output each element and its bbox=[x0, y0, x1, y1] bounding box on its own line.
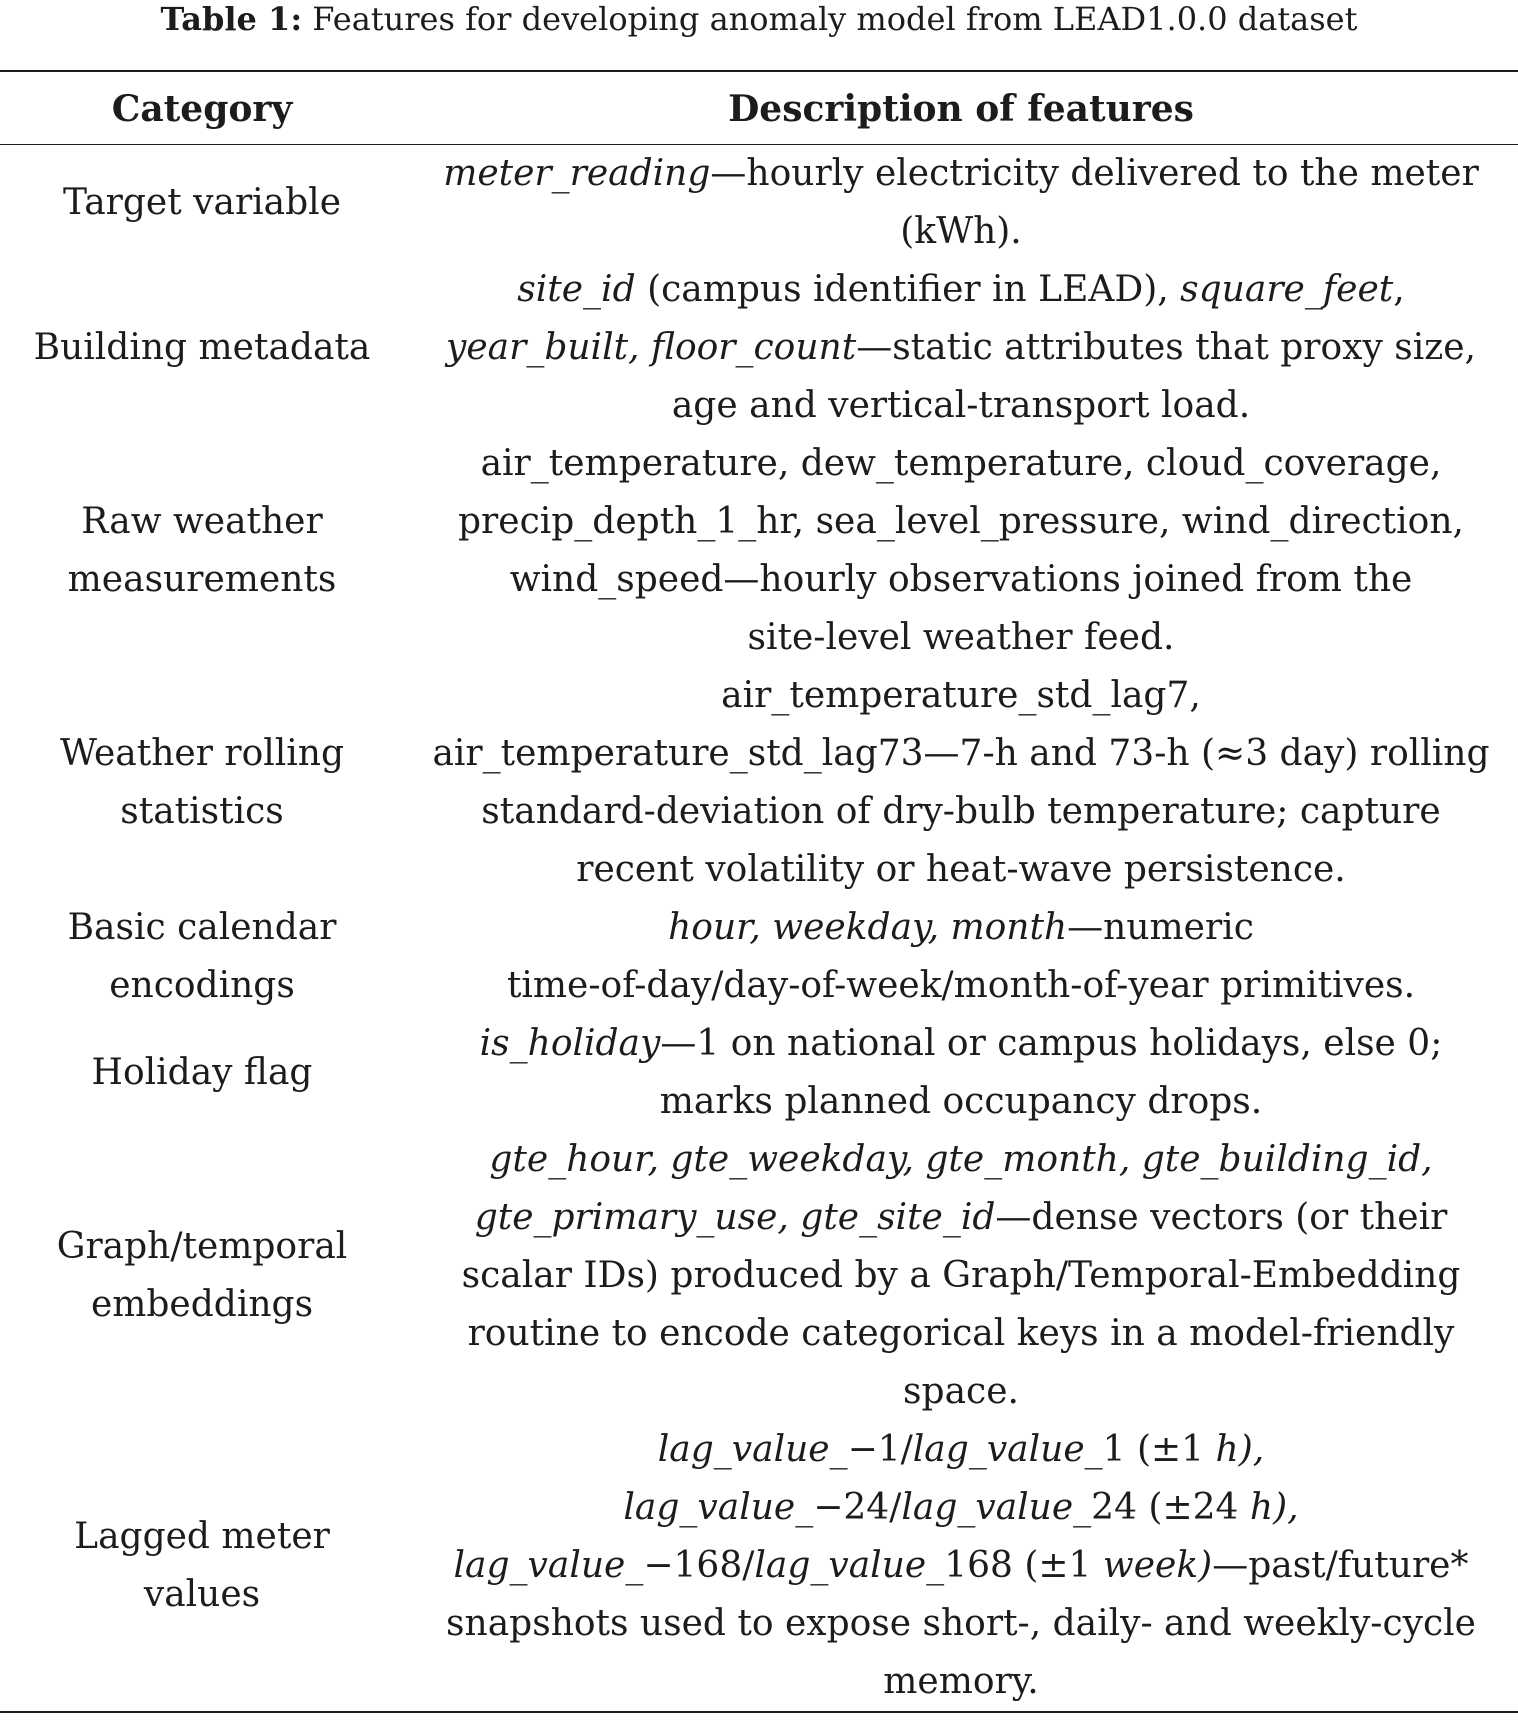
category-cell bbox=[0, 435, 404, 667]
description-line bbox=[404, 957, 1518, 1015]
description-line bbox=[404, 783, 1518, 841]
description-text: memory. bbox=[883, 1661, 1039, 1702]
feature-name-italic: week) bbox=[1102, 1545, 1213, 1586]
description-line bbox=[404, 1073, 1518, 1131]
description-text: (campus identifier in LEAD), bbox=[635, 269, 1181, 310]
category-cell bbox=[0, 899, 404, 1015]
description-line bbox=[404, 1189, 1518, 1247]
description-cell bbox=[404, 261, 1518, 435]
description-text: recent volatility or heat-wave persistence. bbox=[576, 849, 1346, 890]
description-text: air_temperature_std_lag73—7-h and 73-h (≈3 day) rolling bbox=[432, 733, 1490, 774]
description-text: −1/ bbox=[847, 1429, 913, 1470]
description-line bbox=[404, 899, 1518, 957]
category-cell bbox=[0, 1015, 404, 1131]
feature-name-italic: site_id bbox=[517, 269, 636, 310]
description-cell bbox=[404, 899, 1518, 1015]
description-text: 1 (±1 bbox=[1102, 1429, 1216, 1470]
features-table bbox=[0, 70, 1518, 1713]
description-line bbox=[404, 1653, 1518, 1711]
feature-name-italic: meter_reading bbox=[443, 153, 711, 194]
description-text: —past/future* bbox=[1212, 1545, 1469, 1586]
category-line: Raw weather bbox=[81, 501, 323, 542]
description-text: —hourly electricity delivered to the meter bbox=[710, 153, 1479, 194]
description-text: wind_speed—hourly observations joined from the bbox=[509, 559, 1413, 600]
description-line bbox=[404, 145, 1518, 203]
category-line: statistics bbox=[120, 791, 284, 832]
table-row bbox=[0, 435, 1518, 667]
description-text: space. bbox=[903, 1371, 1019, 1412]
description-line bbox=[404, 609, 1518, 667]
description-text: —dense vectors (or their bbox=[995, 1197, 1448, 1238]
category-line: Weather rolling bbox=[59, 733, 345, 774]
description-cell bbox=[404, 435, 1518, 667]
description-text: standard-deviation of dry-bulb temperature; capture bbox=[481, 791, 1441, 832]
feature-name-italic: lag_value_ bbox=[657, 1429, 848, 1470]
caption-label: Table 1: bbox=[160, 0, 303, 38]
description-line bbox=[404, 1015, 1518, 1073]
description-text: air_temperature_std_lag7, bbox=[721, 675, 1201, 716]
description-line bbox=[404, 1363, 1518, 1421]
category-line: Graph/temporal bbox=[56, 1226, 348, 1267]
table-row bbox=[0, 899, 1518, 1015]
feature-name-italic: h), bbox=[1249, 1487, 1299, 1528]
description-text: , bbox=[1393, 269, 1405, 310]
description-line bbox=[404, 667, 1518, 725]
description-line bbox=[404, 841, 1518, 899]
description-text: marks planned occupancy drops. bbox=[659, 1081, 1263, 1122]
feature-name-italic: lag_value_ bbox=[453, 1545, 644, 1586]
category-cell bbox=[0, 145, 404, 262]
description-line bbox=[404, 435, 1518, 493]
description-text: —1 on national or campus holidays, else 0; bbox=[660, 1023, 1443, 1064]
feature-name-italic: year_built, floor_count bbox=[446, 327, 857, 368]
header-row bbox=[0, 71, 1518, 145]
description-cell bbox=[404, 667, 1518, 899]
description-text: —numeric bbox=[1067, 907, 1254, 948]
description-line bbox=[404, 725, 1518, 783]
description-line bbox=[404, 203, 1518, 261]
description-line bbox=[404, 1131, 1518, 1189]
description-line bbox=[404, 377, 1518, 435]
table-body bbox=[0, 145, 1518, 1713]
category-line: Lagged meter bbox=[74, 1516, 330, 1557]
description-line bbox=[404, 261, 1518, 319]
feature-name-italic: gte_primary_use, gte_site_id bbox=[474, 1197, 996, 1238]
category-line: Holiday flag bbox=[91, 1052, 313, 1093]
description-text: (kWh). bbox=[900, 211, 1022, 252]
description-text: age and vertical-transport load. bbox=[671, 385, 1251, 426]
description-text: 24 (±24 bbox=[1091, 1487, 1250, 1528]
description-line bbox=[404, 551, 1518, 609]
description-text: precip_depth_1_hr, sea_level_pressure, wind_direction, bbox=[458, 501, 1464, 542]
description-cell bbox=[404, 1131, 1518, 1421]
description-line bbox=[404, 1247, 1518, 1305]
description-cell bbox=[404, 1421, 1518, 1712]
description-cell bbox=[404, 145, 1518, 262]
description-line bbox=[404, 319, 1518, 377]
feature-name-italic: gte_hour, gte_weekday, gte_month, gte_building_id, bbox=[489, 1139, 1433, 1180]
table-row bbox=[0, 1421, 1518, 1712]
description-text: −168/ bbox=[643, 1545, 755, 1586]
category-line: Target variable bbox=[63, 182, 341, 223]
feature-name-italic: lag_value_ bbox=[623, 1487, 814, 1528]
table-caption bbox=[0, 0, 1518, 38]
feature-name-italic: lag_value_ bbox=[754, 1545, 945, 1586]
feature-name-italic: hour, weekday, month bbox=[668, 907, 1068, 948]
category-line: values bbox=[143, 1574, 261, 1615]
table-row bbox=[0, 261, 1518, 435]
caption-text: Features for developing anomaly model from LEAD1.0.0 dataset bbox=[312, 0, 1358, 38]
description-text: −24/ bbox=[813, 1487, 902, 1528]
description-text: —static attributes that proxy size, bbox=[856, 327, 1476, 368]
header-description: Description of features bbox=[404, 71, 1518, 145]
feature-name-italic: square_feet bbox=[1180, 269, 1394, 310]
description-line bbox=[404, 1479, 1518, 1537]
description-line bbox=[404, 1421, 1518, 1479]
feature-name-italic: h), bbox=[1215, 1429, 1265, 1470]
description-text: air_temperature, dew_temperature, cloud_coverage, bbox=[480, 443, 1442, 484]
category-cell bbox=[0, 1131, 404, 1421]
description-text: scalar IDs) produced by a Graph/Temporal-Embedding bbox=[461, 1255, 1461, 1296]
category-cell bbox=[0, 667, 404, 899]
description-cell bbox=[404, 1015, 1518, 1131]
description-line bbox=[404, 1305, 1518, 1363]
header-category: Category bbox=[0, 71, 404, 145]
feature-name-italic: is_holiday bbox=[479, 1023, 661, 1064]
description-text: site-level weather feed. bbox=[747, 617, 1175, 658]
description-text: time-of-day/day-of-week/month-of-year primitives. bbox=[506, 965, 1416, 1006]
feature-name-italic: lag_value_ bbox=[912, 1429, 1103, 1470]
description-line bbox=[404, 493, 1518, 551]
category-line: measurements bbox=[67, 559, 337, 600]
category-line: Building metadata bbox=[33, 327, 371, 368]
description-text: 168 (±1 bbox=[944, 1545, 1103, 1586]
description-line bbox=[404, 1595, 1518, 1653]
description-line bbox=[404, 1537, 1518, 1595]
category-line: Basic calendar bbox=[67, 907, 337, 948]
table-row bbox=[0, 667, 1518, 899]
category-line: encodings bbox=[109, 965, 295, 1006]
feature-name-italic: lag_value_ bbox=[901, 1487, 1092, 1528]
category-line: embeddings bbox=[90, 1284, 314, 1325]
category-cell bbox=[0, 261, 404, 435]
description-text: snapshots used to expose short-, daily- and weekly-cycle bbox=[446, 1603, 1476, 1644]
table-row bbox=[0, 1015, 1518, 1131]
table-row bbox=[0, 1131, 1518, 1421]
description-text: routine to encode categorical keys in a model-friendly bbox=[467, 1313, 1455, 1354]
category-cell bbox=[0, 1421, 404, 1712]
table-row bbox=[0, 145, 1518, 262]
